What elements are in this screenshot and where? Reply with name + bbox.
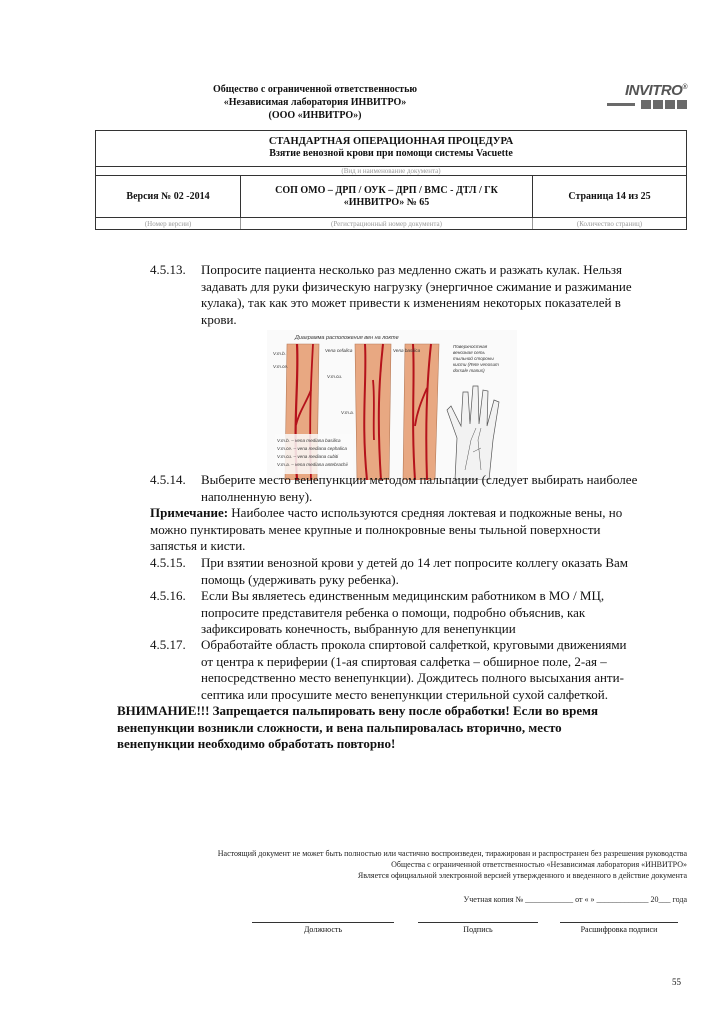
text-line: от центра к периферии (1-ая спиртовая салфетка – обширное поле, 2-ая – bbox=[201, 653, 607, 669]
text-line: помощь (удерживать руку ребенка). bbox=[201, 571, 399, 587]
doc-info-captions bbox=[96, 218, 686, 229]
text-line: наполненную вену). bbox=[201, 488, 313, 504]
item-4-5-16-text bbox=[201, 588, 687, 638]
invitro-logo bbox=[605, 80, 687, 122]
document-header-table bbox=[95, 130, 687, 230]
item-4-5-13-text bbox=[201, 262, 687, 328]
registration-line-1: СОП ОМО – ДРП / ОУК – ДРП / ВМС - ДТЛ / ГК bbox=[275, 184, 498, 196]
footer-notice-line: Настоящий документ не может быть полностью или частично воспроизведен, тиражирован и распространен без разрешения руководства bbox=[217, 849, 687, 858]
footer-notice-line: Общества с ограниченной ответственностью «Независимая лаборатория «ИНВИТРО» bbox=[391, 860, 687, 869]
item-4-5-15-text bbox=[201, 555, 687, 588]
text-line: попросите представителя ребенка о помощи, подробно объяснив, как bbox=[201, 604, 586, 620]
doc-info-row bbox=[96, 176, 686, 218]
hand-label-line: dorsale manus) bbox=[453, 368, 485, 373]
item-number: 4.5.14. bbox=[150, 472, 186, 487]
registration-number bbox=[241, 176, 533, 217]
decode-signature-line bbox=[560, 922, 678, 923]
decode-label: Расшифровка подписи bbox=[580, 925, 658, 934]
doc-title-row bbox=[96, 131, 686, 167]
registration-caption: (Регистрационный номер документа) bbox=[241, 218, 533, 229]
text-line: крови. bbox=[201, 311, 237, 327]
text-line: венепункции необходимо обработать повторно! bbox=[117, 736, 396, 751]
hand-label-line: венозная сеть bbox=[453, 350, 485, 355]
item-number: 4.5.15. bbox=[150, 555, 186, 570]
org-line-1: Общество с ограниченной ответственностью bbox=[212, 84, 418, 95]
text-line: При взятии венозной крови у детей до 14 лет попросите коллегу оказать Вам bbox=[201, 555, 629, 570]
text-line: зафиксировать конечность, выбранную для венепункции bbox=[201, 621, 516, 636]
figure-title: Диаграмма расположения вен на локте bbox=[295, 335, 399, 341]
text-line: Выберите место венепункции методом пальпации (следует выбирать наиболее bbox=[201, 472, 638, 487]
text-line: ВНИМАНИЕ!!! Запрещается пальпировать вену после обработки! Если во время bbox=[117, 703, 599, 718]
version-number: Версия № 02 -2014 bbox=[96, 176, 241, 217]
note-label: Примечание: bbox=[150, 505, 229, 520]
org-line-2: «Независимая лаборатория ИНВИТРО» bbox=[223, 97, 407, 108]
text-line: непосредственно место венепункции). Дождитесь полного высыхания анти- bbox=[201, 670, 624, 685]
org-line-3: (ООО «ИНВИТРО») bbox=[268, 110, 362, 121]
label-vena-cefalica: Vena cefalica bbox=[325, 348, 353, 353]
note-text: Наиболее часто используются средняя локтевая и подкожные вены, но bbox=[228, 505, 623, 520]
label-vena-basilica: Vena basilica bbox=[393, 348, 421, 353]
registration-copy-line: Учетная копия № ____________ от « » _____________ 20___ года bbox=[463, 895, 687, 904]
doc-type-caption: (Вид и наименование документа) bbox=[96, 167, 686, 176]
item-number: 4.5.17. bbox=[150, 637, 186, 652]
item-4-5-17-text bbox=[201, 637, 687, 703]
item-4-5-14-text bbox=[201, 472, 687, 505]
label-vma: V.m.a. bbox=[341, 410, 354, 415]
doc-type: СТАНДАРТНАЯ ОПЕРАЦИОННАЯ ПРОЦЕДУРА bbox=[268, 136, 514, 147]
text-line: Попросите пациента несколько раз медленно сжать и разжать кулак. Нельзя bbox=[201, 262, 622, 277]
logo-bars-icon bbox=[605, 100, 687, 109]
vein-diagram-figure bbox=[267, 330, 517, 480]
legend-entry: V.m.ce. – vena mediana cephalica bbox=[277, 446, 347, 451]
text-line: запястья и кисти. bbox=[150, 538, 246, 553]
text-line: Если Вы являетесь единственным медицинским работником в МО / МЦ, bbox=[201, 588, 605, 603]
page-count: Страница 14 из 25 bbox=[568, 190, 651, 202]
text-line: можно пунктировать менее крупные и полнокровные вены тыльной поверхности bbox=[150, 521, 601, 537]
organization-name bbox=[150, 83, 480, 122]
position-signature-line bbox=[252, 922, 394, 923]
label-vmcu: V.m.cu. bbox=[327, 374, 343, 379]
signature-label: Подпись bbox=[463, 925, 493, 934]
pages-caption: (Количество страниц) bbox=[576, 219, 643, 228]
hand-label-line: Поверхностная bbox=[453, 344, 488, 349]
label-vmce: V.m.ce. bbox=[273, 364, 289, 369]
item-number: 4.5.13. bbox=[150, 262, 186, 277]
footer-notice-line: Является официальной электронной версией утвержденного и введенного в действие документа bbox=[357, 871, 687, 880]
legend-entry: V.m.cu. – vena mediana cubiti bbox=[277, 454, 339, 459]
footer-notice bbox=[110, 848, 687, 881]
note-paragraph bbox=[150, 505, 687, 555]
doc-name: Взятие венозной крови при помощи системы Vacuette bbox=[269, 148, 513, 159]
logo-registered-mark: ® bbox=[682, 84, 687, 91]
warning-paragraph bbox=[117, 703, 687, 753]
version-caption: (Номер версии) bbox=[96, 218, 241, 229]
registration-line-2: «ИНВИТРО» № 65 bbox=[343, 196, 430, 208]
signature-line bbox=[418, 922, 538, 923]
item-number: 4.5.16. bbox=[150, 588, 186, 603]
legend-entry: V.m.a. – vena mediana antebrachii bbox=[277, 462, 348, 467]
vein-diagram-image bbox=[267, 330, 517, 480]
text-line: кулака), так как это может привести к изменениям некоторых показателей в bbox=[201, 295, 621, 310]
text-line: задавать для руки физическую нагрузку (энергичное сжимание и разжимание bbox=[201, 278, 632, 294]
legend-entry: V.m.b. – vena mediana basilica bbox=[277, 438, 341, 443]
text-line: септика или просушите место венепункции стерильной сухой салфеткой. bbox=[201, 686, 608, 702]
logo-text: INVITRO bbox=[624, 82, 683, 99]
page-number: 55 bbox=[672, 977, 681, 987]
label-vmb: V.m.b. bbox=[273, 351, 286, 356]
position-label: Должность bbox=[303, 925, 343, 934]
hand-label-line: тыльной стороны bbox=[453, 356, 494, 361]
text-line: Обработайте область прокола спиртовой салфеткой, круговыми движениями bbox=[201, 637, 627, 652]
text-line: венепункции возникли сложности, и вена пальпировалась вторично, место bbox=[117, 719, 562, 735]
hand-label-line: кисти (Rete venosum bbox=[453, 362, 499, 367]
